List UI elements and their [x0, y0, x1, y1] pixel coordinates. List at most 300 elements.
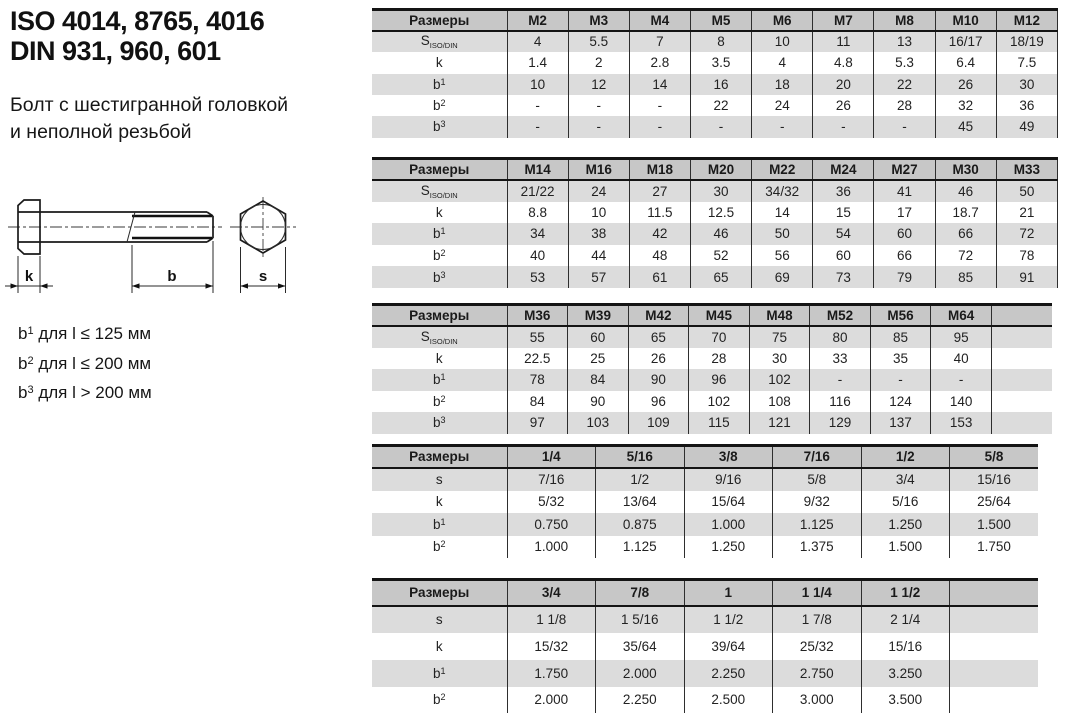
row-label: s [372, 606, 507, 633]
cell: 85 [935, 266, 996, 288]
cell: 5.5 [568, 31, 629, 52]
cell: 41 [874, 180, 935, 202]
cell: 1.250 [861, 513, 950, 536]
cell: 60 [568, 326, 629, 348]
cell: 17 [874, 202, 935, 224]
row-label-superscript: 3 [440, 119, 446, 130]
cell: 52 [690, 245, 751, 267]
table-row [372, 95, 1058, 116]
cell: 25 [568, 348, 629, 370]
row-label-subscript: ISO/DIN [429, 41, 458, 51]
cell: 42 [629, 223, 690, 245]
cell: 55 [507, 326, 568, 348]
subtitle-line-2: и неполной резьбой [10, 121, 192, 143]
cell [991, 391, 1052, 413]
cell: - [810, 369, 871, 391]
cell: 85 [870, 326, 931, 348]
cell: 9/16 [684, 468, 773, 491]
cell: 57 [568, 266, 629, 288]
cell: 28 [689, 348, 750, 370]
col-header: M12 [996, 10, 1057, 31]
page-subtitle [10, 92, 288, 146]
cell: 1 1/2 [684, 606, 773, 633]
footnote-symbol: $b^1$ [18, 324, 34, 343]
cell: 39/64 [684, 633, 773, 660]
cell: 1.250 [684, 536, 773, 559]
standard-din-title: DIN 931, 960, 601 [10, 36, 221, 66]
cell: 1 7/8 [773, 606, 862, 633]
table-row [372, 606, 1038, 633]
cell: 12.5 [690, 202, 751, 224]
cell: 24 [568, 180, 629, 202]
cell: 36 [996, 95, 1057, 116]
cell: 32 [935, 95, 996, 116]
cell: 50 [752, 223, 813, 245]
cell: 30 [749, 348, 810, 370]
table-row [372, 245, 1058, 267]
col-header: M42 [628, 305, 689, 327]
cell: 2 1/4 [861, 606, 950, 633]
cell: 56 [752, 245, 813, 267]
col-header: 1/2 [861, 446, 950, 469]
cell: 14 [752, 202, 813, 224]
table-row [372, 468, 1038, 491]
col-header: 3/4 [507, 580, 596, 607]
col-header: M6 [752, 10, 813, 31]
cell: 46 [935, 180, 996, 202]
cell: 18/19 [996, 31, 1057, 52]
cell: - [931, 369, 992, 391]
row-label: $b^2$ [432, 247, 446, 263]
col-header: M10 [935, 10, 996, 31]
page-title [10, 6, 264, 66]
row-label: $b^1$ [372, 369, 507, 391]
dimension-table-inch-quarter-to-fiveeighths [372, 444, 1038, 558]
table-row [372, 633, 1038, 660]
row-label: $b^3$ [372, 116, 507, 137]
cell: 16/17 [935, 31, 996, 52]
col-header: M2 [507, 10, 568, 31]
cell: 3.250 [861, 660, 950, 687]
row-label: $b^1$ [372, 223, 507, 245]
table-corner-label: Размеры [372, 446, 507, 469]
footnotes [18, 318, 152, 407]
cell: 69 [752, 266, 813, 288]
cell: - [629, 95, 690, 116]
footnote-superscript: 2 [27, 354, 34, 367]
cell: 10 [507, 74, 568, 95]
cell: 44 [568, 245, 629, 267]
cell: - [870, 369, 931, 391]
cell: 26 [935, 74, 996, 95]
cell: 22 [690, 95, 751, 116]
cell: 20 [813, 74, 874, 95]
cell: 46 [690, 223, 751, 245]
cell: 22.5 [507, 348, 568, 370]
cell: 4 [507, 31, 568, 52]
col-header: M39 [568, 305, 629, 327]
cell: 2.000 [507, 687, 596, 714]
row-label: $b^1$ [372, 513, 507, 536]
cell [991, 326, 1052, 348]
table-row [372, 348, 1052, 370]
cell: 1/2 [596, 468, 685, 491]
cell: 38 [568, 223, 629, 245]
table-corner-label: Размеры [372, 159, 507, 181]
cell [950, 606, 1039, 633]
bolt-side-view [8, 200, 222, 254]
cell: 66 [874, 245, 935, 267]
table-row [372, 660, 1038, 687]
cell: 1.500 [950, 513, 1039, 536]
cell: 35/64 [596, 633, 685, 660]
col-header: M5 [690, 10, 751, 31]
row-label-superscript: 2 [440, 539, 446, 550]
dimension-table-metric-m36-m64 [372, 303, 1052, 434]
bolt-technical-drawing [0, 190, 310, 310]
cell: 16 [690, 74, 751, 95]
footnote-superscript: 1 [27, 325, 34, 337]
cell: 28 [874, 95, 935, 116]
cell: 116 [810, 391, 871, 413]
dimension-s-label: s [258, 268, 268, 285]
cell: 2.500 [684, 687, 773, 714]
col-header: M48 [749, 305, 810, 327]
cell: 26 [628, 348, 689, 370]
row-label-superscript: 1 [440, 372, 446, 382]
cell: - [690, 116, 751, 137]
row-label-superscript: 2 [440, 98, 446, 108]
cell: 30 [996, 74, 1057, 95]
cell: - [568, 116, 629, 137]
cell: - [507, 116, 568, 137]
col-header: M14 [507, 159, 568, 181]
footnote-text: для l > 200 мм [33, 383, 152, 402]
cell: 109 [628, 412, 689, 434]
col-header: 1/4 [507, 446, 596, 469]
cell: 2.250 [596, 687, 685, 714]
col-header: M7 [813, 10, 874, 31]
col-header: 1 1/2 [861, 580, 950, 607]
table-corner-label: Размеры [372, 305, 507, 327]
col-header: 5/16 [596, 446, 685, 469]
cell: 1.500 [861, 536, 950, 559]
cell: 40 [507, 245, 568, 267]
dimension-b-label: b [167, 268, 177, 285]
cell: 1 5/16 [596, 606, 685, 633]
row-label-superscript: 3 [440, 415, 446, 425]
cell: 108 [749, 391, 810, 413]
cell: 35 [870, 348, 931, 370]
col-header: M27 [874, 159, 935, 181]
dimension-k-label: k [24, 268, 34, 285]
cell: 2.250 [684, 660, 773, 687]
cell: 79 [874, 266, 935, 288]
row-label: $S_{ISO/DIN}$ [372, 326, 507, 348]
table-row [372, 116, 1058, 137]
cell: 7/16 [507, 468, 596, 491]
row-label: $b^2$ [432, 98, 446, 113]
cell: 24 [752, 95, 813, 116]
cell: 11 [813, 31, 874, 52]
cell: 22 [874, 74, 935, 95]
cell: 18.7 [935, 202, 996, 224]
cell: 103 [568, 412, 629, 434]
cell: 90 [568, 391, 629, 413]
footnote-symbol: $b^2$ [18, 353, 34, 373]
cell: 2.000 [596, 660, 685, 687]
cell: 84 [568, 369, 629, 391]
row-label-superscript: 2 [440, 692, 446, 703]
cell: 8.8 [507, 202, 568, 224]
cell [991, 412, 1052, 434]
cell: 4 [752, 52, 813, 73]
table-row [372, 31, 1058, 52]
cell: 3.000 [773, 687, 862, 714]
cell: 9/32 [773, 491, 862, 514]
cell: 0.875 [596, 513, 685, 536]
col-header: M16 [568, 159, 629, 181]
col-header: M36 [507, 305, 568, 327]
footnote-symbol: $b^3$ [18, 383, 34, 402]
col-header-empty [991, 305, 1052, 327]
cell: 27 [629, 180, 690, 202]
col-header: 5/8 [950, 446, 1039, 469]
col-header: M45 [689, 305, 750, 327]
row-label-superscript: 1 [440, 226, 446, 237]
cell: 21/22 [507, 180, 568, 202]
cell: 45 [935, 116, 996, 137]
cell: 40 [931, 348, 992, 370]
row-label: k [435, 350, 443, 366]
table-row [372, 266, 1058, 288]
row-label: $b^3$ [372, 412, 507, 434]
row-label-superscript: 3 [440, 269, 446, 280]
row-label: k [435, 204, 443, 220]
cell: 2.750 [773, 660, 862, 687]
table-header-row [372, 446, 1038, 469]
cell: 48 [629, 245, 690, 267]
cell: 1.750 [950, 536, 1039, 559]
row-label: $b^1$ [372, 660, 507, 687]
dimension-table-metric-m14-m33 [372, 157, 1058, 288]
cell: 3.500 [861, 687, 950, 714]
cell: 5.3 [874, 52, 935, 73]
cell: 1.125 [773, 513, 862, 536]
table-row [372, 223, 1058, 245]
row-label: $b^2$ [432, 692, 446, 708]
cell: 34 [507, 223, 568, 245]
col-header: 1 1/4 [773, 580, 862, 607]
table-row [372, 202, 1058, 224]
cell: 78 [996, 245, 1057, 267]
footnote [18, 318, 152, 348]
cell: 129 [810, 412, 871, 434]
cell: 72 [935, 245, 996, 267]
cell: 11.5 [629, 202, 690, 224]
cell: 15/32 [507, 633, 596, 660]
dimension-k [5, 256, 53, 293]
col-header: M30 [935, 159, 996, 181]
cell: 91 [996, 266, 1057, 288]
cell: 15/16 [950, 468, 1039, 491]
table-header-row [372, 159, 1058, 181]
row-label-superscript: 2 [440, 247, 446, 258]
cell: 96 [689, 369, 750, 391]
row-label-superscript: 1 [440, 665, 446, 676]
table-header-row [372, 10, 1058, 31]
cell: 8 [690, 31, 751, 52]
cell: 3/4 [861, 468, 950, 491]
cell: 0.750 [507, 513, 596, 536]
footnote-text: для l ≤ 125 мм [33, 324, 152, 343]
cell: 60 [813, 245, 874, 267]
cell [991, 348, 1052, 370]
col-header: M52 [810, 305, 871, 327]
col-header: M24 [813, 159, 874, 181]
col-header-empty [950, 580, 1039, 607]
cell: 7 [629, 31, 690, 52]
cell: 1 1/8 [507, 606, 596, 633]
row-label: $b^2$ [432, 539, 446, 555]
cell: 1.750 [507, 660, 596, 687]
col-header: M3 [568, 10, 629, 31]
cell: 65 [628, 326, 689, 348]
cell: 5/16 [861, 491, 950, 514]
cell: 2.8 [629, 52, 690, 73]
cell: 1.000 [684, 513, 773, 536]
table-header-row [372, 305, 1052, 327]
row-label: k [435, 494, 443, 510]
cell [950, 687, 1039, 714]
cell: 12 [568, 74, 629, 95]
col-header: M20 [690, 159, 751, 181]
cell: - [507, 95, 568, 116]
cell: 25/64 [950, 491, 1039, 514]
col-header: 3/8 [684, 446, 773, 469]
cell: 3.5 [690, 52, 751, 73]
cell: 153 [931, 412, 992, 434]
table-row [372, 52, 1058, 73]
dimension-table-metric-m2-m12 [372, 8, 1058, 138]
cell: 84 [507, 391, 568, 413]
footnote-superscript: 3 [27, 384, 34, 396]
cell: 34/32 [752, 180, 813, 202]
cell: 121 [749, 412, 810, 434]
cell: 75 [749, 326, 810, 348]
cell: 26 [813, 95, 874, 116]
cell: 54 [813, 223, 874, 245]
cell: 73 [813, 266, 874, 288]
table-row [372, 491, 1038, 514]
cell: 65 [690, 266, 751, 288]
table-row [372, 391, 1052, 413]
cell: - [568, 95, 629, 116]
cell: - [813, 116, 874, 137]
cell: 10 [568, 202, 629, 224]
standard-iso-title: ISO 4014, 8765, 4016 [10, 6, 265, 36]
cell: 72 [996, 223, 1057, 245]
cell: 97 [507, 412, 568, 434]
cell: 25/32 [773, 633, 862, 660]
cell: 102 [689, 391, 750, 413]
row-label: $b^2$ [432, 393, 446, 409]
cell [950, 660, 1039, 687]
cell: 1.375 [773, 536, 862, 559]
cell: 2 [568, 52, 629, 73]
cell: 4.8 [813, 52, 874, 73]
cell: 1.000 [507, 536, 596, 559]
cell: 96 [628, 391, 689, 413]
col-header: M56 [870, 305, 931, 327]
cell: - [629, 116, 690, 137]
cell: 15/64 [684, 491, 773, 514]
cell: 14 [629, 74, 690, 95]
col-header: M4 [629, 10, 690, 31]
cell [950, 633, 1039, 660]
cell: 7.5 [996, 52, 1057, 73]
table-corner-label: Размеры [372, 580, 507, 607]
cell: 15/16 [861, 633, 950, 660]
cell: 13 [874, 31, 935, 52]
cell: 36 [813, 180, 874, 202]
dimension-table-inch-threequarter-to-oneandhalf [372, 578, 1038, 713]
cell: 140 [931, 391, 992, 413]
row-label-superscript: 1 [440, 516, 446, 527]
row-label-subscript: ISO/DIN [429, 190, 458, 200]
footnote [18, 348, 152, 378]
cell: 1.4 [507, 52, 568, 73]
cell: 124 [870, 391, 931, 413]
col-header: 1 [684, 580, 773, 607]
subtitle-line-1: Болт с шестигранной головкой [10, 94, 289, 116]
table-row [372, 412, 1052, 434]
cell: 95 [931, 326, 992, 348]
cell: 13/64 [596, 491, 685, 514]
cell: 30 [690, 180, 751, 202]
cell: 1.125 [596, 536, 685, 559]
cell: 137 [870, 412, 931, 434]
col-header: M22 [752, 159, 813, 181]
cell: 66 [935, 223, 996, 245]
cell: 53 [507, 266, 568, 288]
cell: - [874, 116, 935, 137]
col-header: M64 [931, 305, 992, 327]
table-row [372, 536, 1038, 559]
cell: 5/32 [507, 491, 596, 514]
row-label: $b^3$ [372, 266, 507, 288]
col-header: 7/16 [773, 446, 862, 469]
table-header-row [372, 580, 1038, 607]
cell: 18 [752, 74, 813, 95]
cell: 78 [507, 369, 568, 391]
row-label-superscript: 2 [440, 393, 446, 404]
cell: 15 [813, 202, 874, 224]
cell: 115 [689, 412, 750, 434]
col-header: M8 [874, 10, 935, 31]
cell: 60 [874, 223, 935, 245]
footnote-text: для l ≤ 200 мм [33, 353, 152, 373]
row-label: $S_{ISO/DIN}$ [372, 31, 507, 52]
row-label-subscript: ISO/DIN [429, 336, 458, 346]
table-row [372, 513, 1038, 536]
row-label: k [435, 55, 443, 71]
dimension-b [132, 241, 213, 293]
cell: 102 [749, 369, 810, 391]
cell: - [752, 116, 813, 137]
row-label: s [372, 468, 507, 491]
cell: 6.4 [935, 52, 996, 73]
